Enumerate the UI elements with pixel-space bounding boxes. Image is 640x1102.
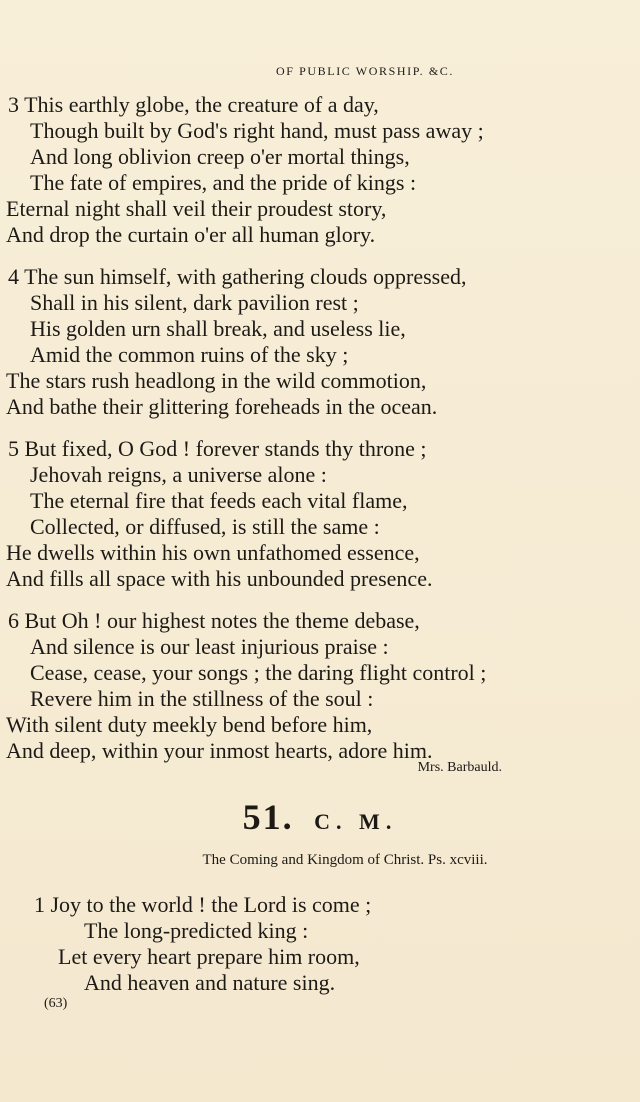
stanza-line: And bathe their glittering foreheads in the ocean.: [6, 394, 438, 419]
stanza-line: And long oblivion creep o'er mortal things,: [30, 144, 410, 169]
hymn-line: The long-predicted king :: [84, 918, 309, 943]
stanza-line: Revere him in the stillness of the soul :: [30, 686, 374, 711]
stanza-line: And deep, within your inmost hearts, adore him.: [6, 738, 433, 763]
stanza-line: Eternal night shall veil their proudest story,: [6, 196, 387, 221]
stanza-line: Amid the common ruins of the sky ;: [30, 342, 349, 367]
stanza-line: Jehovah reigns, a universe alone :: [30, 462, 327, 487]
stanza-line: With silent duty meekly bend before him,: [6, 712, 373, 737]
stanza-line: Cease, cease, your songs ; the daring flight control ;: [30, 660, 487, 685]
hymn-line: 1 Joy to the world ! the Lord is come ;: [34, 892, 372, 917]
hymn-number: 51.: [242, 797, 294, 837]
stanza-line: And silence is our least injurious praise :: [30, 634, 389, 659]
stanza-line: And drop the curtain o'er all human glory.: [6, 222, 376, 247]
stanza-line: The stars rush headlong in the wild commotion,: [6, 368, 427, 393]
stanza-line: 4 The sun himself, with gathering clouds oppressed,: [8, 264, 467, 289]
hymn-line: And heaven and nature sing.: [84, 970, 336, 995]
stanza-line: And fills all space with his unbounded presence.: [6, 566, 433, 591]
stanza-line: He dwells within his own unfathomed essence,: [6, 540, 420, 565]
hymn-line: Let every heart prepare him room,: [58, 944, 360, 969]
hymn-title: The Coming and Kingdom of Christ. Ps. xcviii.: [202, 852, 488, 868]
stanza-line: Collected, or diffused, is still the same :: [30, 514, 380, 539]
stanza-line: The fate of empires, and the pride of kings :: [30, 170, 417, 195]
stanza-line: Shall in his silent, dark pavilion rest ;: [30, 290, 359, 315]
stanza-line: 5 But fixed, O God ! forever stands thy throne ;: [8, 436, 427, 461]
attribution: Mrs. Barbauld.: [417, 760, 502, 775]
page-number: (63): [44, 996, 68, 1011]
running-head: OF PUBLIC WORSHIP. &C.: [275, 64, 454, 78]
stanza-line: His golden urn shall break, and useless lie,: [30, 316, 406, 341]
stanza-line: The eternal fire that feeds each vital flame,: [30, 488, 408, 513]
stanza-line: 6 But Oh ! our highest notes the theme debase,: [8, 608, 420, 633]
hymn-meter: C. M.: [314, 809, 398, 834]
stanza-line: 3 This earthly globe, the creature of a day,: [8, 92, 379, 117]
hymn-heading: [0, 796, 640, 838]
stanza-line: Though built by God's right hand, must pass away ;: [30, 118, 484, 143]
